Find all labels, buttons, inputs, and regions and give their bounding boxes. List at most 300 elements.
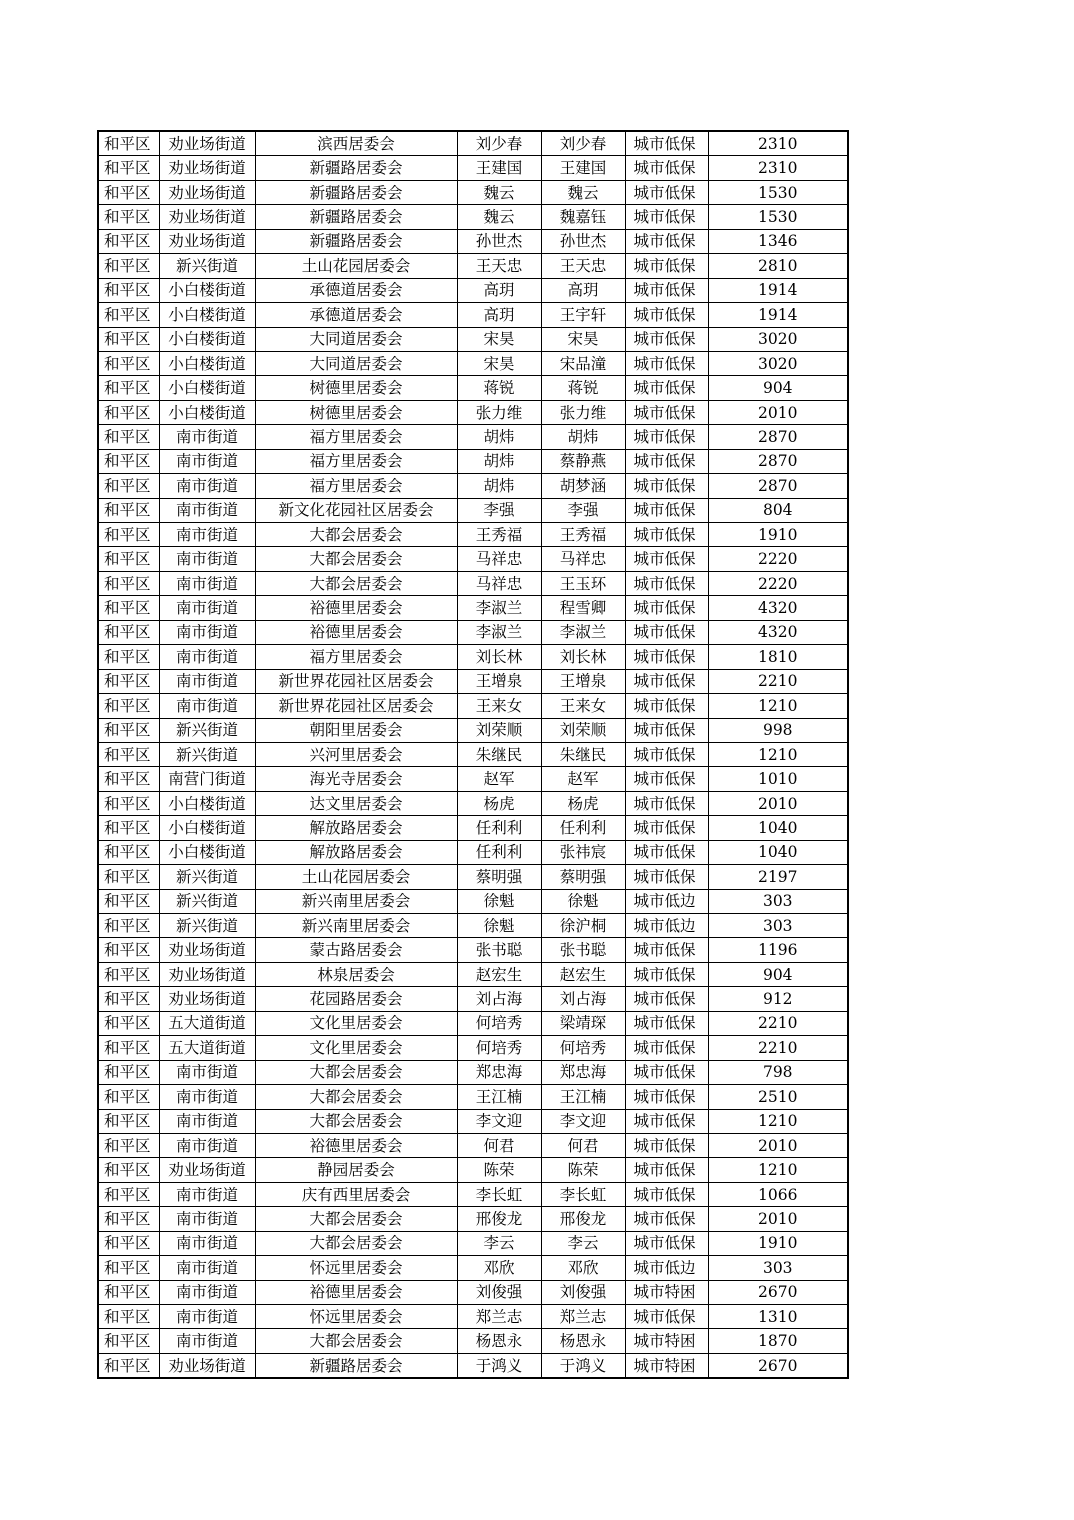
district-cell: 和平区 — [98, 962, 159, 986]
amount-cell: 1210 — [708, 1109, 848, 1133]
amount-cell: 1040 — [708, 816, 848, 840]
assistance-type-cell: 城市低保 — [625, 620, 708, 644]
applicant-cell: 张力维 — [457, 400, 541, 424]
subdistrict-cell: 小白楼街道 — [159, 400, 255, 424]
table-row — [98, 498, 848, 522]
committee-cell: 滨西居委会 — [255, 131, 457, 156]
table-row — [98, 571, 848, 595]
table-row — [98, 962, 848, 986]
assistance-type-cell: 城市低保 — [625, 376, 708, 400]
assistance-type-cell: 城市低保 — [625, 742, 708, 766]
subdistrict-cell: 新兴街道 — [159, 865, 255, 889]
assistance-type-cell: 城市低保 — [625, 180, 708, 204]
applicant-cell: 高玥 — [457, 303, 541, 327]
member-cell: 李长虹 — [541, 1182, 625, 1206]
district-cell: 和平区 — [98, 547, 159, 571]
district-cell: 和平区 — [98, 449, 159, 473]
applicant-cell: 王江楠 — [457, 1085, 541, 1109]
table-row — [98, 180, 848, 204]
district-cell: 和平区 — [98, 156, 159, 180]
subdistrict-cell: 南营门街道 — [159, 767, 255, 791]
table-row — [98, 914, 848, 938]
table-row — [98, 694, 848, 718]
applicant-cell: 何君 — [457, 1133, 541, 1157]
assistance-type-cell: 城市低保 — [625, 1011, 708, 1035]
member-cell: 赵军 — [541, 767, 625, 791]
committee-cell: 土山花园居委会 — [255, 254, 457, 278]
subdistrict-cell: 南市街道 — [159, 1256, 255, 1280]
assistance-type-cell: 城市低保 — [625, 694, 708, 718]
district-cell: 和平区 — [98, 205, 159, 229]
subdistrict-cell: 五大道街道 — [159, 1011, 255, 1035]
member-cell: 王秀福 — [541, 523, 625, 547]
assistance-type-cell: 城市特困 — [625, 1353, 708, 1378]
table-body — [98, 131, 848, 1378]
district-cell: 和平区 — [98, 840, 159, 864]
committee-cell: 新兴南里居委会 — [255, 914, 457, 938]
district-cell: 和平区 — [98, 596, 159, 620]
district-cell: 和平区 — [98, 987, 159, 1011]
committee-cell: 怀远里居委会 — [255, 1305, 457, 1329]
table-row — [98, 449, 848, 473]
table-row — [98, 1231, 848, 1255]
table-row — [98, 131, 848, 156]
subdistrict-cell: 南市街道 — [159, 547, 255, 571]
assistance-type-cell: 城市低保 — [625, 449, 708, 473]
committee-cell: 新兴南里居委会 — [255, 889, 457, 913]
subdistrict-cell: 小白楼街道 — [159, 303, 255, 327]
table-row — [98, 889, 848, 913]
amount-cell: 1040 — [708, 840, 848, 864]
assistance-type-cell: 城市低保 — [625, 278, 708, 302]
assistance-table — [97, 130, 849, 1379]
amount-cell: 1530 — [708, 205, 848, 229]
subdistrict-cell: 新兴街道 — [159, 254, 255, 278]
district-cell: 和平区 — [98, 278, 159, 302]
applicant-cell: 胡炜 — [457, 449, 541, 473]
applicant-cell: 朱继民 — [457, 742, 541, 766]
assistance-type-cell: 城市低保 — [625, 718, 708, 742]
member-cell: 王玉环 — [541, 571, 625, 595]
amount-cell: 1066 — [708, 1182, 848, 1206]
committee-cell: 福方里居委会 — [255, 474, 457, 498]
member-cell: 王增泉 — [541, 669, 625, 693]
subdistrict-cell: 南市街道 — [159, 645, 255, 669]
committee-cell: 新疆路居委会 — [255, 180, 457, 204]
applicant-cell: 李云 — [457, 1231, 541, 1255]
amount-cell: 3020 — [708, 351, 848, 375]
table-row — [98, 523, 848, 547]
assistance-type-cell: 城市低保 — [625, 1182, 708, 1206]
applicant-cell: 胡炜 — [457, 425, 541, 449]
table-row — [98, 669, 848, 693]
applicant-cell: 赵军 — [457, 767, 541, 791]
table-row — [98, 1060, 848, 1084]
subdistrict-cell: 劝业场街道 — [159, 938, 255, 962]
table-row — [98, 351, 848, 375]
applicant-cell: 刘俊强 — [457, 1280, 541, 1304]
applicant-cell: 高玥 — [457, 278, 541, 302]
amount-cell: 912 — [708, 987, 848, 1011]
committee-cell: 静园居委会 — [255, 1158, 457, 1182]
assistance-type-cell: 城市低保 — [625, 1060, 708, 1084]
table-row — [98, 865, 848, 889]
district-cell: 和平区 — [98, 1085, 159, 1109]
subdistrict-cell: 南市街道 — [159, 1109, 255, 1133]
assistance-type-cell: 城市低保 — [625, 571, 708, 595]
member-cell: 何培秀 — [541, 1036, 625, 1060]
district-cell: 和平区 — [98, 791, 159, 815]
district-cell: 和平区 — [98, 1109, 159, 1133]
subdistrict-cell: 南市街道 — [159, 474, 255, 498]
applicant-cell: 蒋锐 — [457, 376, 541, 400]
member-cell: 徐魁 — [541, 889, 625, 913]
applicant-cell: 宋昊 — [457, 327, 541, 351]
district-cell: 和平区 — [98, 1231, 159, 1255]
amount-cell: 3020 — [708, 327, 848, 351]
amount-cell: 904 — [708, 376, 848, 400]
applicant-cell: 马祥忠 — [457, 571, 541, 595]
member-cell: 张祎宸 — [541, 840, 625, 864]
assistance-type-cell: 城市低边 — [625, 914, 708, 938]
subdistrict-cell: 南市街道 — [159, 1060, 255, 1084]
amount-cell: 303 — [708, 914, 848, 938]
subdistrict-cell: 劝业场街道 — [159, 1158, 255, 1182]
committee-cell: 怀远里居委会 — [255, 1256, 457, 1280]
applicant-cell: 胡炜 — [457, 474, 541, 498]
member-cell: 王天忠 — [541, 254, 625, 278]
district-cell: 和平区 — [98, 742, 159, 766]
amount-cell: 2870 — [708, 449, 848, 473]
member-cell: 蒋锐 — [541, 376, 625, 400]
subdistrict-cell: 劝业场街道 — [159, 229, 255, 253]
member-cell: 胡梦涵 — [541, 474, 625, 498]
amount-cell: 2810 — [708, 254, 848, 278]
subdistrict-cell: 新兴街道 — [159, 718, 255, 742]
subdistrict-cell: 南市街道 — [159, 1207, 255, 1231]
applicant-cell: 刘少春 — [457, 131, 541, 156]
member-cell: 于鸿义 — [541, 1353, 625, 1378]
member-cell: 胡炜 — [541, 425, 625, 449]
subdistrict-cell: 小白楼街道 — [159, 816, 255, 840]
district-cell: 和平区 — [98, 254, 159, 278]
member-cell: 李文迎 — [541, 1109, 625, 1133]
table-row — [98, 229, 848, 253]
table-row — [98, 987, 848, 1011]
amount-cell: 1870 — [708, 1329, 848, 1353]
member-cell: 王来女 — [541, 694, 625, 718]
applicant-cell: 杨虎 — [457, 791, 541, 815]
member-cell: 邓欣 — [541, 1256, 625, 1280]
member-cell: 刘少春 — [541, 131, 625, 156]
table-row — [98, 645, 848, 669]
table-row — [98, 1133, 848, 1157]
applicant-cell: 刘占海 — [457, 987, 541, 1011]
committee-cell: 大都会居委会 — [255, 1231, 457, 1255]
amount-cell: 303 — [708, 1256, 848, 1280]
applicant-cell: 王来女 — [457, 694, 541, 718]
table-row — [98, 278, 848, 302]
assistance-type-cell: 城市低保 — [625, 229, 708, 253]
district-cell: 和平区 — [98, 1158, 159, 1182]
committee-cell: 大都会居委会 — [255, 1109, 457, 1133]
subdistrict-cell: 南市街道 — [159, 571, 255, 595]
committee-cell: 大同道居委会 — [255, 327, 457, 351]
district-cell: 和平区 — [98, 767, 159, 791]
assistance-type-cell: 城市低保 — [625, 523, 708, 547]
district-cell: 和平区 — [98, 131, 159, 156]
subdistrict-cell: 南市街道 — [159, 1133, 255, 1157]
member-cell: 魏云 — [541, 180, 625, 204]
table-row — [98, 156, 848, 180]
district-cell: 和平区 — [98, 1305, 159, 1329]
member-cell: 刘长林 — [541, 645, 625, 669]
amount-cell: 1810 — [708, 645, 848, 669]
applicant-cell: 张书聪 — [457, 938, 541, 962]
committee-cell: 承德道居委会 — [255, 303, 457, 327]
applicant-cell: 宋昊 — [457, 351, 541, 375]
district-cell: 和平区 — [98, 1060, 159, 1084]
member-cell: 任利利 — [541, 816, 625, 840]
subdistrict-cell: 南市街道 — [159, 1085, 255, 1109]
subdistrict-cell: 南市街道 — [159, 1280, 255, 1304]
assistance-type-cell: 城市低保 — [625, 425, 708, 449]
applicant-cell: 刘长林 — [457, 645, 541, 669]
applicant-cell: 徐魁 — [457, 914, 541, 938]
committee-cell: 达文里居委会 — [255, 791, 457, 815]
committee-cell: 新世界花园社区居委会 — [255, 669, 457, 693]
table-row — [98, 1207, 848, 1231]
committee-cell: 新疆路居委会 — [255, 205, 457, 229]
committee-cell: 新文化花园社区居委会 — [255, 498, 457, 522]
subdistrict-cell: 劝业场街道 — [159, 156, 255, 180]
committee-cell: 裕德里居委会 — [255, 596, 457, 620]
district-cell: 和平区 — [98, 1280, 159, 1304]
subdistrict-cell: 南市街道 — [159, 449, 255, 473]
committee-cell: 裕德里居委会 — [255, 1133, 457, 1157]
assistance-type-cell: 城市低保 — [625, 596, 708, 620]
district-cell: 和平区 — [98, 620, 159, 644]
assistance-type-cell: 城市低保 — [625, 1231, 708, 1255]
amount-cell: 804 — [708, 498, 848, 522]
applicant-cell: 杨恩永 — [457, 1329, 541, 1353]
subdistrict-cell: 劝业场街道 — [159, 962, 255, 986]
assistance-type-cell: 城市低保 — [625, 1207, 708, 1231]
assistance-type-cell: 城市低保 — [625, 669, 708, 693]
assistance-type-cell: 城市低保 — [625, 400, 708, 424]
committee-cell: 树德里居委会 — [255, 376, 457, 400]
committee-cell: 裕德里居委会 — [255, 620, 457, 644]
subdistrict-cell: 小白楼街道 — [159, 351, 255, 375]
subdistrict-cell: 小白楼街道 — [159, 327, 255, 351]
applicant-cell: 王增泉 — [457, 669, 541, 693]
subdistrict-cell: 南市街道 — [159, 498, 255, 522]
district-cell: 和平区 — [98, 1011, 159, 1035]
committee-cell: 花园路居委会 — [255, 987, 457, 1011]
applicant-cell: 邓欣 — [457, 1256, 541, 1280]
committee-cell: 福方里居委会 — [255, 425, 457, 449]
committee-cell: 大都会居委会 — [255, 1085, 457, 1109]
committee-cell: 大都会居委会 — [255, 1207, 457, 1231]
table-row — [98, 1280, 848, 1304]
member-cell: 王江楠 — [541, 1085, 625, 1109]
assistance-type-cell: 城市低保 — [625, 327, 708, 351]
assistance-type-cell: 城市低保 — [625, 474, 708, 498]
district-cell: 和平区 — [98, 694, 159, 718]
table-row — [98, 1011, 848, 1035]
amount-cell: 2010 — [708, 1133, 848, 1157]
table-row — [98, 816, 848, 840]
table-row — [98, 474, 848, 498]
applicant-cell: 徐魁 — [457, 889, 541, 913]
committee-cell: 承德道居委会 — [255, 278, 457, 302]
amount-cell: 1210 — [708, 694, 848, 718]
assistance-type-cell: 城市低保 — [625, 962, 708, 986]
subdistrict-cell: 小白楼街道 — [159, 840, 255, 864]
table-row — [98, 1353, 848, 1378]
applicant-cell: 赵宏生 — [457, 962, 541, 986]
member-cell: 郑兰志 — [541, 1305, 625, 1329]
amount-cell: 1914 — [708, 303, 848, 327]
amount-cell: 2010 — [708, 791, 848, 815]
amount-cell: 2210 — [708, 1036, 848, 1060]
member-cell: 王建国 — [541, 156, 625, 180]
committee-cell: 大都会居委会 — [255, 571, 457, 595]
committee-cell: 裕德里居委会 — [255, 1280, 457, 1304]
district-cell: 和平区 — [98, 327, 159, 351]
applicant-cell: 任利利 — [457, 840, 541, 864]
applicant-cell: 何培秀 — [457, 1036, 541, 1060]
district-cell: 和平区 — [98, 180, 159, 204]
assistance-type-cell: 城市特困 — [625, 1280, 708, 1304]
amount-cell: 2870 — [708, 474, 848, 498]
assistance-type-cell: 城市低保 — [625, 645, 708, 669]
committee-cell: 庆有西里居委会 — [255, 1182, 457, 1206]
member-cell: 郑忠海 — [541, 1060, 625, 1084]
table-row — [98, 1158, 848, 1182]
assistance-type-cell: 城市低保 — [625, 1085, 708, 1109]
member-cell: 刘荣顺 — [541, 718, 625, 742]
committee-cell: 大都会居委会 — [255, 523, 457, 547]
applicant-cell: 王秀福 — [457, 523, 541, 547]
subdistrict-cell: 五大道街道 — [159, 1036, 255, 1060]
subdistrict-cell: 南市街道 — [159, 523, 255, 547]
subdistrict-cell: 劝业场街道 — [159, 205, 255, 229]
applicant-cell: 郑兰志 — [457, 1305, 541, 1329]
subdistrict-cell: 小白楼街道 — [159, 376, 255, 400]
assistance-type-cell: 城市特困 — [625, 1329, 708, 1353]
district-cell: 和平区 — [98, 1329, 159, 1353]
committee-cell: 大都会居委会 — [255, 1060, 457, 1084]
assistance-type-cell: 城市低保 — [625, 767, 708, 791]
amount-cell: 2220 — [708, 547, 848, 571]
amount-cell: 2197 — [708, 865, 848, 889]
district-cell: 和平区 — [98, 889, 159, 913]
amount-cell: 1914 — [708, 278, 848, 302]
member-cell: 宋昊 — [541, 327, 625, 351]
district-cell: 和平区 — [98, 865, 159, 889]
table-row — [98, 791, 848, 815]
subdistrict-cell: 南市街道 — [159, 694, 255, 718]
assistance-type-cell: 城市低边 — [625, 1256, 708, 1280]
committee-cell: 大都会居委会 — [255, 1329, 457, 1353]
member-cell: 陈荣 — [541, 1158, 625, 1182]
table-row — [98, 1085, 848, 1109]
table-row — [98, 742, 848, 766]
assistance-type-cell: 城市低保 — [625, 131, 708, 156]
member-cell: 马祥忠 — [541, 547, 625, 571]
committee-cell: 新世界花园社区居委会 — [255, 694, 457, 718]
district-cell: 和平区 — [98, 1256, 159, 1280]
applicant-cell: 马祥忠 — [457, 547, 541, 571]
member-cell: 何君 — [541, 1133, 625, 1157]
committee-cell: 文化里居委会 — [255, 1011, 457, 1035]
district-cell: 和平区 — [98, 571, 159, 595]
member-cell: 杨恩永 — [541, 1329, 625, 1353]
assistance-type-cell: 城市低保 — [625, 156, 708, 180]
committee-cell: 福方里居委会 — [255, 645, 457, 669]
assistance-type-cell: 城市低保 — [625, 205, 708, 229]
amount-cell: 2010 — [708, 400, 848, 424]
subdistrict-cell: 南市街道 — [159, 425, 255, 449]
assistance-type-cell: 城市低边 — [625, 889, 708, 913]
applicant-cell: 于鸿义 — [457, 1353, 541, 1378]
district-cell: 和平区 — [98, 645, 159, 669]
amount-cell: 2670 — [708, 1280, 848, 1304]
district-cell: 和平区 — [98, 1036, 159, 1060]
applicant-cell: 郑忠海 — [457, 1060, 541, 1084]
district-cell: 和平区 — [98, 1353, 159, 1378]
member-cell: 魏嘉钰 — [541, 205, 625, 229]
assistance-type-cell: 城市低保 — [625, 938, 708, 962]
district-cell: 和平区 — [98, 229, 159, 253]
member-cell: 张书聪 — [541, 938, 625, 962]
subdistrict-cell: 南市街道 — [159, 1182, 255, 1206]
subdistrict-cell: 南市街道 — [159, 669, 255, 693]
member-cell: 蔡明强 — [541, 865, 625, 889]
table-row — [98, 1109, 848, 1133]
subdistrict-cell: 南市街道 — [159, 620, 255, 644]
district-cell: 和平区 — [98, 425, 159, 449]
subdistrict-cell: 新兴街道 — [159, 914, 255, 938]
committee-cell: 解放路居委会 — [255, 816, 457, 840]
subdistrict-cell: 南市街道 — [159, 1231, 255, 1255]
district-cell: 和平区 — [98, 351, 159, 375]
district-cell: 和平区 — [98, 376, 159, 400]
amount-cell: 1910 — [708, 1231, 848, 1255]
applicant-cell: 李强 — [457, 498, 541, 522]
amount-cell: 798 — [708, 1060, 848, 1084]
amount-cell: 303 — [708, 889, 848, 913]
district-cell: 和平区 — [98, 1207, 159, 1231]
assistance-type-cell: 城市低保 — [625, 351, 708, 375]
table-row — [98, 1182, 848, 1206]
table-row — [98, 1256, 848, 1280]
applicant-cell: 刘荣顺 — [457, 718, 541, 742]
committee-cell: 文化里居委会 — [255, 1036, 457, 1060]
amount-cell: 2210 — [708, 1011, 848, 1035]
applicant-cell: 陈荣 — [457, 1158, 541, 1182]
subdistrict-cell: 劝业场街道 — [159, 987, 255, 1011]
amount-cell: 2670 — [708, 1353, 848, 1378]
assistance-type-cell: 城市低保 — [625, 547, 708, 571]
table-row — [98, 425, 848, 449]
district-cell: 和平区 — [98, 303, 159, 327]
table-row — [98, 303, 848, 327]
subdistrict-cell: 小白楼街道 — [159, 791, 255, 815]
assistance-type-cell: 城市低保 — [625, 1305, 708, 1329]
assistance-type-cell: 城市低保 — [625, 254, 708, 278]
